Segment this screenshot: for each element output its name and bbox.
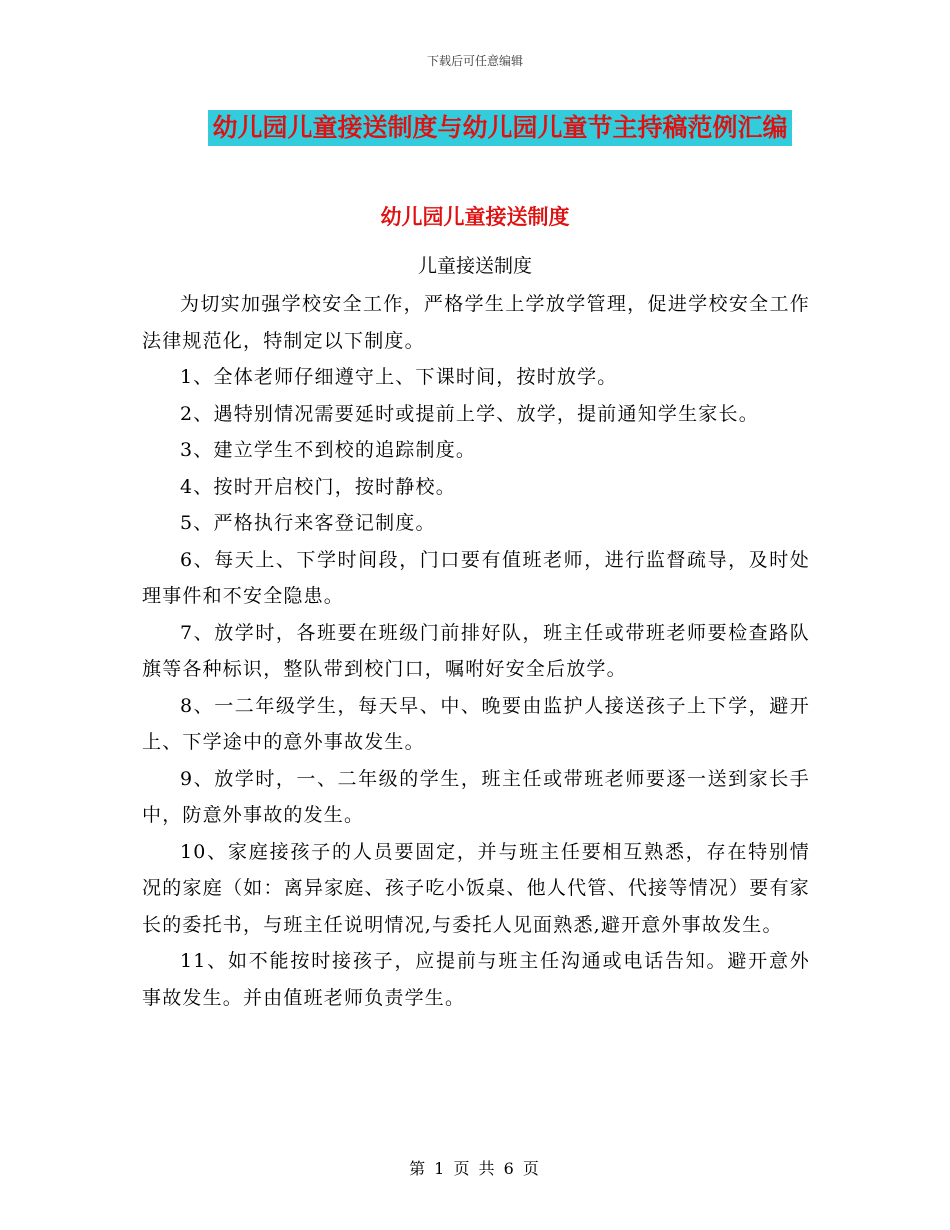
section-title: 幼儿园儿童接送制度 bbox=[380, 205, 570, 229]
paragraph-rule-9: 9、放学时，一、二年级的学生，班主任或带班老师要逐一送到家长手中，防意外事故的发生。 bbox=[142, 767, 810, 826]
paragraph-rule-10: 10、家庭接孩子的人员要固定，并与班主任要相互熟悉，存在特别情况的家庭（如：离异家庭、孩子吃小饭桌、他人代管、代接等情况）要有家长的委托书，与班主任说明情况,与委托人见面熟悉,避开意外事故发生。 bbox=[142, 840, 810, 936]
paragraph-rule-8: 8、一二年级学生，每天早、中、晚要由监护人接送孩子上下学，避开上、下学途中的意外事故发生。 bbox=[142, 694, 810, 753]
main-title: 幼儿园儿童接送制度与幼儿园儿童节主持稿范例汇编 bbox=[208, 110, 791, 146]
paragraph-intro: 为切实加强学校安全工作，严格学生上学放学管理，促进学校安全工作法律规范化，特制定以下制度。 bbox=[142, 293, 810, 352]
paragraph-rule-1: 1、全体老师仔细遵守上、下课时间，按时放学。 bbox=[180, 366, 618, 388]
page-footer: 第 1 页 共 6 页 bbox=[409, 1159, 541, 1178]
paragraph-rule-5: 5、严格执行来客登记制度。 bbox=[180, 512, 436, 534]
page-header-note: 下载后可任意编辑 bbox=[426, 54, 523, 68]
paragraph-rule-11: 11、如不能按时接孩子，应提前与班主任沟通或电话告知。避开意外事故发生。并由值班老师负责学生。 bbox=[142, 950, 810, 1009]
paragraph-rule-4: 4、按时开启校门，按时静校。 bbox=[180, 475, 456, 498]
paragraph-rule-3: 3、建立学生不到校的追踪制度。 bbox=[180, 439, 477, 461]
document-body bbox=[142, 286, 810, 1016]
paragraph-rule-6: 6、每天上、下学时间段，门口要有值班老师，进行监督疏导，及时处理事件和不安全隐患。 bbox=[142, 548, 810, 607]
main-title-container bbox=[0, 110, 950, 146]
paragraph-rule-7: 7、放学时，各班要在班级门前排好队，班主任或带班老师要检查路队旗等各种标识，整队带到校门口，嘱咐好安全后放学。 bbox=[142, 621, 810, 680]
sub-title: 儿童接送制度 bbox=[417, 255, 532, 277]
paragraph-rule-2: 2、遇特别情况需要延时或提前上学、放学，提前通知学生家长。 bbox=[180, 402, 759, 425]
